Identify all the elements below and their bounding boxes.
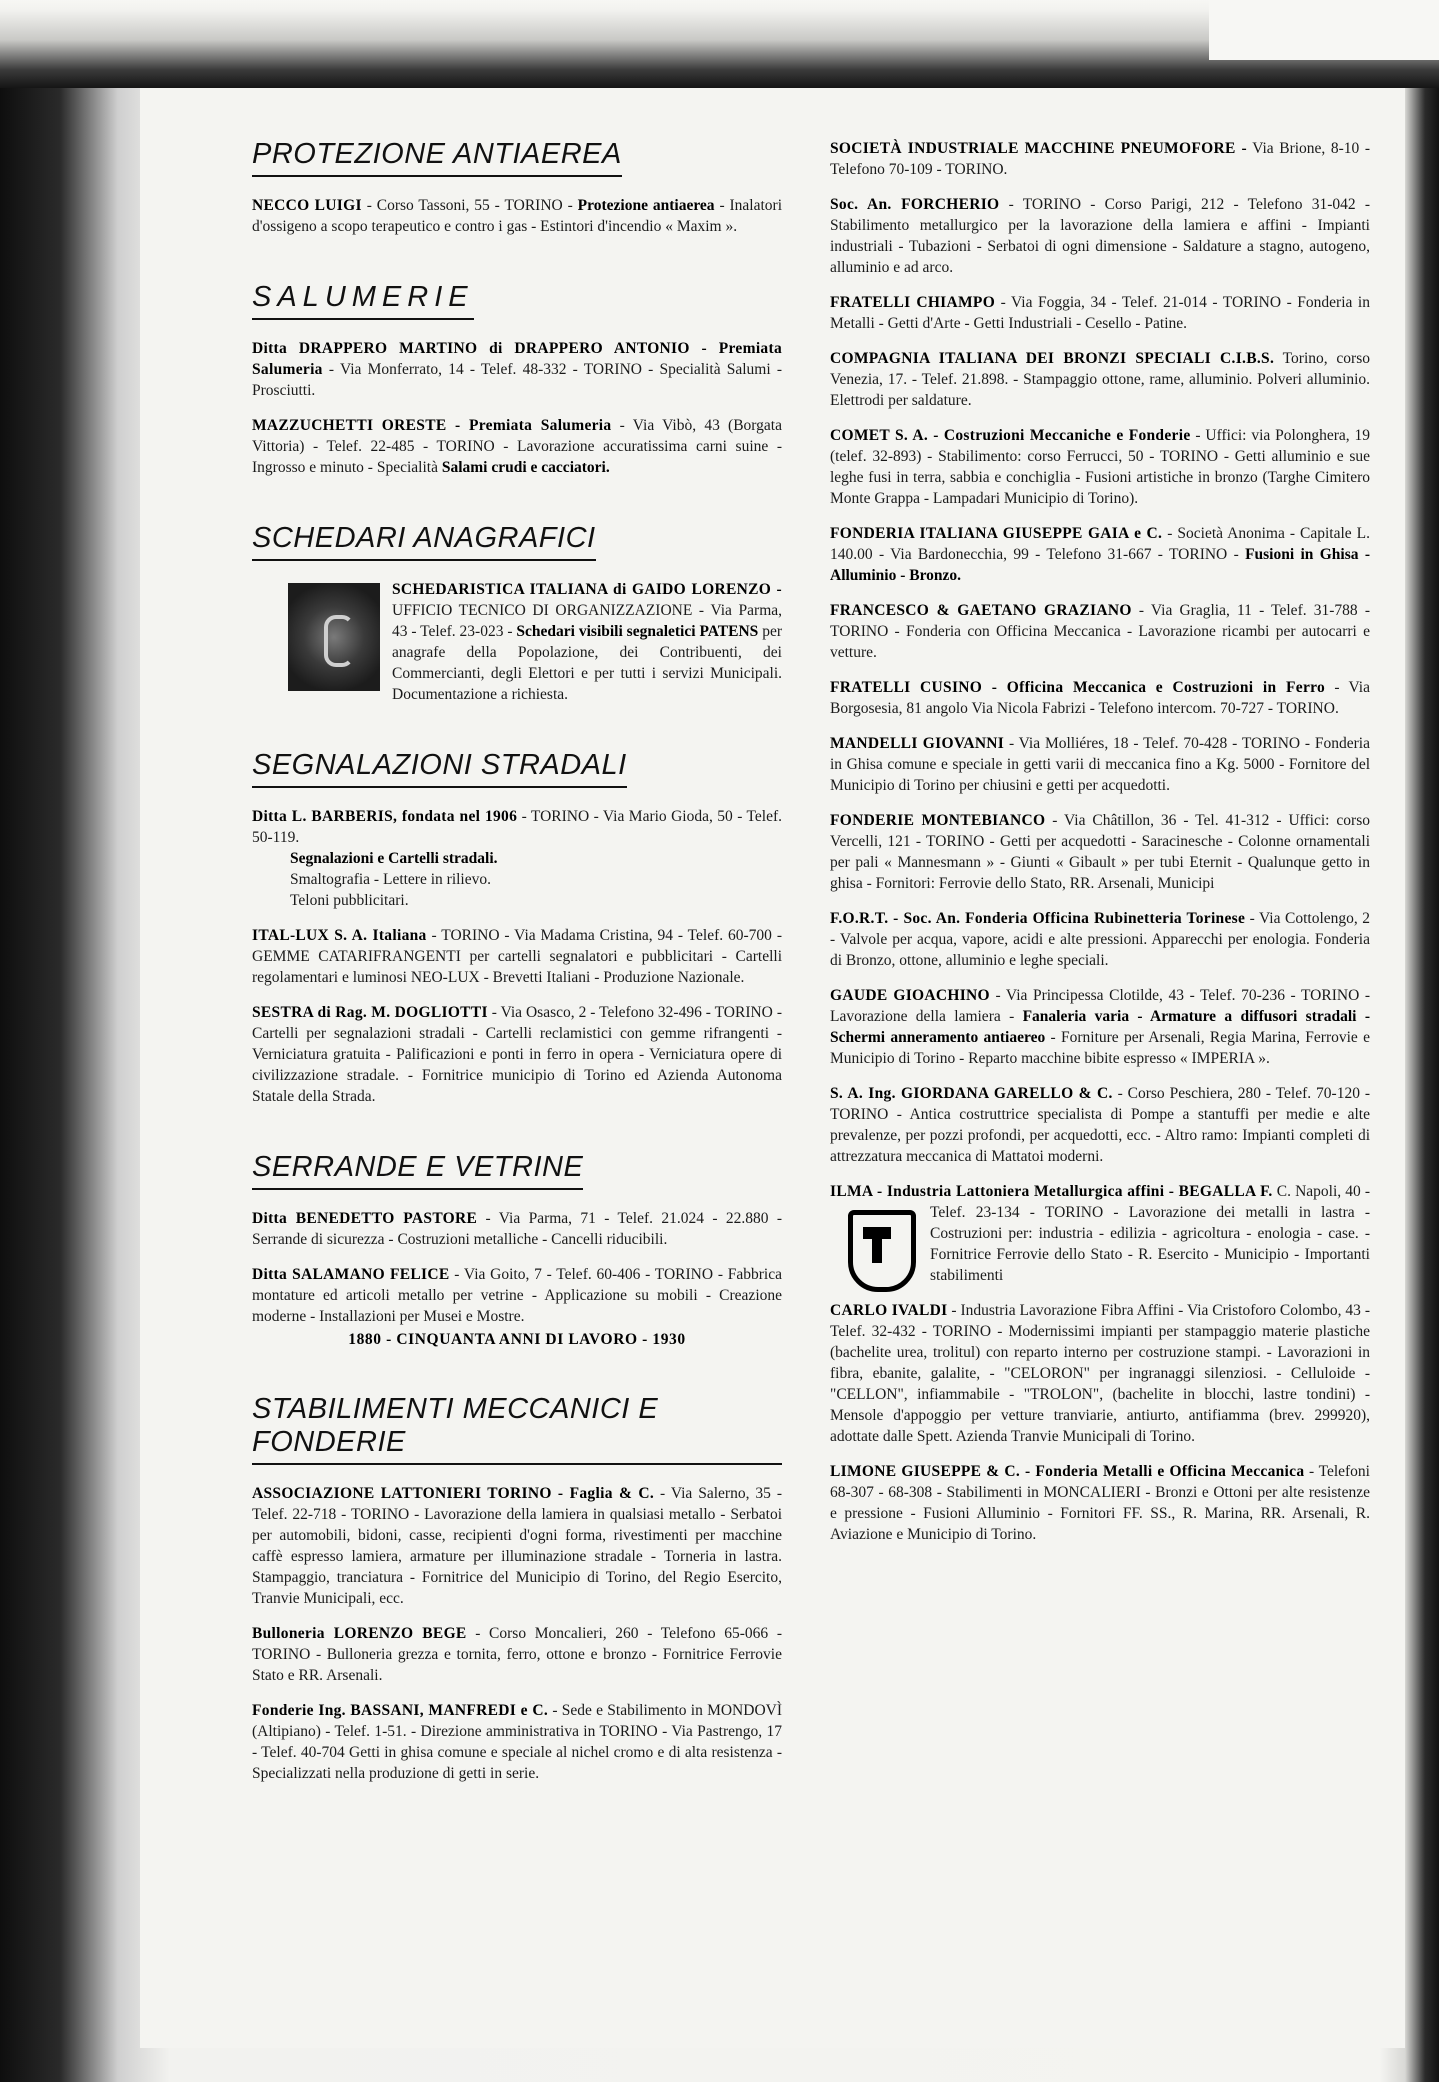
- listing-details: - Industria Lavorazione Fibra Affini - Via Cristoforo Colombo, 43 - Telef. 32-432 - TORINO - Modernissimi impianti per stampaggio materie plastiche (bachelite urea, trolitul) con reparto interno per costruzione stampi. - Lavorazioni in fibra, ebanite, galalite, - "CELORON" per ingranaggi silenziosi. - Celluloide - "CELLON", infiammabile - "TROLON", (bachelite in blocchi, lastre tondini) - Mensole d'appoggio per vetture tranviarie, antiurto, antifiamma (brev. 299920), adottate dalle Spett. Azienda Tranvie Municipali di Torino.: [830, 1302, 1371, 1445]
- listing-details: - Via Parma, 71 - Telef. 21.024 - 22.880 - Serrande di sicurezza - Costruzioni metalliche - Cancelli riducibili.: [252, 1210, 782, 1248]
- listing-details: - Via Vibò, 43 (Borgata Vittoria) - Telef. 22-485 - TORINO - Lavorazione accuratissima carni suine - Ingrosso e minuto - Specialità: [252, 417, 782, 476]
- listing-details: - TORINO - Corso Parigi, 212 - Telefono 31-042 - Stabilimento metallurgico per la lavorazione della lamiera e affini - Impianti industriali - Tubazioni - Serbatoi di ogni dimensione - Saldature a stagno, autogeno, alluminio e ad arco.: [830, 196, 1370, 276]
- company-name: MAZZUCHETTI ORESTE - Premiata Salumeria: [252, 417, 612, 434]
- listing-entry: [252, 338, 782, 401]
- company-name: SESTRA di Rag. M. DOGLIOTTI: [252, 1004, 488, 1021]
- section-salumerie: [252, 281, 782, 478]
- schedari-logo-image: [288, 583, 380, 691]
- section-serrande-vetrine: [252, 1151, 782, 1349]
- listing-details: - Società Anonima - Capitale L. 140.00 - Via Bardonecchia, 99 - Telefono 31-667 - TORINO -: [830, 525, 1370, 563]
- ilma-shield-logo: [848, 1210, 916, 1292]
- section-title: STABILIMENTI MECCANICI E FONDERIE: [252, 1393, 782, 1465]
- listing-entry: [830, 194, 1370, 278]
- section-title: SCHEDARI ANAGRAFICI: [252, 522, 596, 561]
- company-name: GAUDE GIOACHINO: [830, 987, 990, 1004]
- company-name: FRANCESCO & GAETANO GRAZIANO: [830, 602, 1132, 619]
- listing-details: - Corso Moncalieri, 260 - Telefono 65-066 - TORINO - Bulloneria grezza e tornita, ferro, ottone e bronzo - Fornitrice Ferrovie Stato e RR. Arsenali.: [252, 1625, 783, 1684]
- listing-entry: [252, 1264, 782, 1327]
- listing-details: - Via Molliéres, 18 - Telef. 70-428 - TORINO - Fonderia in Ghisa comune e speciale in getti varii di meccanica fino a Kg. 5000 - Fornitore del Municipio di Torino per chiusini e getti per acquedotti.: [830, 735, 1370, 794]
- listing-entry: [830, 1083, 1370, 1167]
- listing-entry: [252, 579, 782, 705]
- listing-details: - Via Graglia, 11 - Telef. 31-788 - TORINO - Fonderia con Officina Meccanica - Lavorazione ricambi per autocarri e vetture.: [830, 602, 1370, 661]
- listing-details: - Sede e Stabilimento in MONDOVÌ (Altipiano) - Telef. 1-51. - Direzione amministrativa in TORINO - Via Pastrengo, 17 - Telef. 40-704 Getti in ghisa comune e speciale al nichel cromo e di alta resistenza - Specializzati nella produzione di getti in serie.: [252, 1702, 782, 1782]
- listing-entry: [252, 1002, 782, 1107]
- listing-entry: [830, 1461, 1370, 1545]
- company-name: FONDERIE MONTEBIANCO: [830, 812, 1046, 829]
- listing-details: - Via Monferrato, 14 - Telef. 48-332 - TORINO - Specialità Salumi - Prosciutti.: [252, 361, 782, 399]
- company-name: MANDELLI GIOVANNI: [830, 735, 1005, 752]
- listing-details: per anagrafe della Popolazione, dei Contribuenti, dei Commercianti, degli Elettori e per tutti i servizi Municipali. Documentazione a richiesta.: [392, 623, 782, 703]
- listing-details: - Forniture per Arsenali, Regia Marina, Ferrovie e Municipio di Torino - Reparto macchine bibite espresso « IMPERIA ».: [830, 1029, 1370, 1067]
- company-name: ASSOCIAZIONE LATTONIERI TORINO - Faglia & C.: [252, 1485, 655, 1502]
- listing-highlight: Fanaleria varia - Armature a diffusori stradali - Schermi anneramento antiaereo: [830, 1008, 1370, 1046]
- listing-highlight: Fusioni in Ghisa - Alluminio - Bronzo.: [830, 546, 1370, 584]
- listing-details: - Via Borgosesia, 81 angolo Via Nicola Fabrizi - Telefono intercom. 70-727 - TORINO.: [830, 679, 1370, 717]
- listing-entry: [830, 733, 1370, 796]
- company-name: ILMA - Industria Lattoniera Metallurgica affini - BEGALLA F.: [830, 1183, 1273, 1200]
- listing-entry: [830, 425, 1370, 509]
- listing-details: UFFICIO TECNICO DI ORGANIZZAZIONE - Via Parma, 43 - Telef. 23-023 -: [392, 602, 782, 640]
- listing-entry: [252, 195, 782, 237]
- listing-highlight: Salami crudi e cacciatori.: [441, 459, 610, 476]
- listing-line: Smaltografia - Lettere in rilievo.: [290, 871, 491, 888]
- listing-entry: [830, 138, 1370, 180]
- company-name: Fonderie Ing. BASSANI, MANFREDI e C.: [252, 1702, 549, 1719]
- section-title: SALUMERIE: [252, 281, 474, 320]
- listing-details: - Via Osasco, 2 - Telefono 32-496 - TORINO - Cartelli per segnalazioni stradali - Cartelli reclamistici con gemme rifrangenti - Verniciatura gratuita - Palificazioni e ponti in ferro in opera - Verniciatura opere di civilizzazione stradale. - Fornitrice municipio di Torino ed Azienda Autonoma Statale della Strada.: [252, 1004, 782, 1105]
- listing-details: - Via Cottolengo, 2 - Valvole per acqua, vapore, acidi e alte pressioni. Apparecchi per enologia. Fonderia di Bronzo, ottone, alluminio e leghe speciali.: [830, 910, 1371, 969]
- listing-details: - Corso Peschiera, 280 - Telef. 70-120 - TORINO - Antica costruttrice specialista di Pompe a stantuffi per medie e alte prevalenze, per pozzi profondi, per acquedotti, ecc. - Altro ramo: Impianti completi di attrezzatura meccanica di Mattatoi moderni.: [830, 1085, 1370, 1165]
- listing-highlight: Schedari visibili segnaletici PATENS: [516, 623, 759, 640]
- listing-details: - TORINO - Via Mario Gioda, 50 - Telef. 50-119.: [252, 808, 782, 846]
- listing-entry: [830, 523, 1370, 586]
- listing-entry: [830, 292, 1370, 334]
- listing-entry: [830, 810, 1370, 894]
- listing-entry: [252, 806, 782, 911]
- left-column: [252, 138, 782, 1828]
- company-name: Bulloneria LORENZO BEGE: [252, 1625, 467, 1642]
- company-name: Ditta BENEDETTO PASTORE: [252, 1210, 478, 1227]
- listing-details: - Uffici: via Polonghera, 19 (telef. 32-893) - Stabilimento: corso Ferrucci, 50 - TORINO - Getti alluminio e sue leghe fusi in terra, sabbia e conchiglia - Fusioni artistiche in bronzo (Targhe Cimitero Monte Grappa - Lampadari Municipio di Torino).: [830, 427, 1370, 507]
- listing-entry: [252, 1483, 782, 1609]
- right-column: [830, 138, 1370, 1559]
- section-stabilimenti-meccanici: [252, 1393, 782, 1784]
- listing-details: - Via Principessa Clotilde, 43 - Telef. 70-236 - TORINO - Lavorazione della lamiera -: [830, 987, 1370, 1025]
- company-name: F.O.R.T. - Soc. An. Fonderia Officina Rubinetteria Torinese: [830, 910, 1246, 927]
- section-title: SEGNALAZIONI STRADALI: [252, 749, 627, 788]
- company-name: ITAL-LUX S. A. Italiana: [252, 927, 427, 944]
- listing-highlight: Protezione antiaerea: [577, 197, 715, 214]
- company-name: Ditta DRAPPERO MARTINO di DRAPPERO ANTONIO - Premiata Salumeria: [252, 340, 782, 378]
- company-name: LIMONE GIUSEPPE & C. - Fonderia Metalli e Officina Meccanica: [830, 1463, 1305, 1480]
- company-name: SOCIETÀ INDUSTRIALE MACCHINE PNEUMOFORE -: [830, 140, 1247, 157]
- listing-details: - Telefoni 68-307 - 68-308 - Stabilimenti in MONCALIERI - Bronzi e Ottoni per alte resistenze e pressione - Fusioni Alluminio - Fornitori FF. SS., R. Marina, RR. Arsenali, R. Aviazione e Municipio di Torino.: [830, 1463, 1370, 1543]
- section-segnalazioni-stradali: [252, 749, 782, 1107]
- anniversary-banner: 1880 - CINQUANTA ANNI DI LAVORO - 1930: [348, 1331, 686, 1348]
- listing-details: - Corso Tassoni, 55 - TORINO -: [361, 197, 578, 214]
- listing-entry: [252, 415, 782, 478]
- listing-details: - Inalatori d'ossigeno a scopo terapeutico e contro i gas - Estintori d'incendio « Maxim ».: [252, 197, 782, 235]
- logo-mark-icon: [324, 615, 354, 667]
- listing-entry: [252, 1700, 782, 1784]
- company-name: Ditta SALAMANO FELICE: [252, 1266, 450, 1283]
- company-name: Soc. An. FORCHERIO: [830, 196, 1000, 213]
- listing-details: Via Brione, 8-10 - Telefono 70-109 - TORINO.: [830, 140, 1370, 178]
- listing-line: Segnalazioni e Cartelli stradali.: [290, 850, 498, 867]
- company-name: COMET S. A. - Costruzioni Meccaniche e Fonderie: [830, 427, 1191, 444]
- listing-details: - Via Foggia, 34 - Telef. 21-014 - TORINO - Fonderia in Metalli - Getti d'Arte - Getti Industriali - Cesello - Patine.: [830, 294, 1370, 332]
- shield-stem-icon: [872, 1239, 882, 1263]
- listing-entry: [252, 925, 782, 988]
- section-title: PROTEZIONE ANTIAEREA: [252, 138, 622, 177]
- listing-entry: [830, 1181, 1370, 1286]
- company-name: NECCO LUIGI: [252, 197, 362, 214]
- listing-details: Torino, corso Venezia, 17. - Telef. 21.898. - Stampaggio ottone, rame, alluminio. Polveri alluminio. Elettrodi per saldature.: [830, 350, 1370, 409]
- company-name: SCHEDARISTICA ITALIANA di GAIDO LORENZO -: [392, 581, 782, 598]
- listing-entry: [830, 348, 1370, 411]
- scan-top-notch: [1209, 0, 1439, 60]
- listing-entry: [830, 677, 1370, 719]
- company-name: FRATELLI CHIAMPO: [830, 294, 996, 311]
- section-title: SERRANDE E VETRINE: [252, 1151, 583, 1190]
- section-schedari-anagrafici: [252, 522, 782, 705]
- shield-mark-icon: [863, 1227, 891, 1239]
- listing-entry: [252, 1623, 782, 1686]
- listing-entry: [830, 908, 1370, 971]
- section-protezione-antiaerea: [252, 138, 782, 237]
- company-name: Ditta L. BARBERIS, fondata nel 1906: [252, 808, 518, 825]
- listing-entry: [830, 600, 1370, 663]
- listing-details: - Via Châtillon, 36 - Tel. 41-312 - Uffici: corso Vercelli, 121 - TORINO - Getti per acquedotti - Saracinesche - Colonne ornamentali per pali « Mannesmann » - Giunti « Gibault » per tubi Eternit - Qualunque getto in ghisa - Fornitori: Ferrovie dello Stato, RR. Arsenali, Municipi: [830, 812, 1370, 892]
- directory-page: [140, 88, 1405, 2048]
- listing-entry: [252, 1208, 782, 1250]
- company-name: CARLO IVALDI: [830, 1302, 948, 1319]
- listing-line: Teloni pubblicitari.: [290, 892, 409, 909]
- company-name: FONDERIA ITALIANA GIUSEPPE GAIA e C.: [830, 525, 1163, 542]
- listing-entry: [830, 1300, 1370, 1447]
- listing-details: - Via Goito, 7 - Telef. 60-406 - TORINO - Fabbrica montature ed articoli metallo per vetrine - Applicazione su mobili - Creazione moderne - Installazioni per Musei e Mostre.: [252, 1266, 782, 1325]
- listing-details: - TORINO - Via Madama Cristina, 94 - Telef. 60-700 - GEMME CATARIFRANGENTI per cartelli segnalatori e pubblicitari - Cartelli regolamentari e luminosi NEO-LUX - Brevetti Italiani - Produzione Nazionale.: [252, 927, 782, 986]
- company-name: FRATELLI CUSINO - Officina Meccanica e Costruzioni in Ferro: [830, 679, 1326, 696]
- company-name: COMPAGNIA ITALIANA DEI BRONZI SPECIALI C.I.B.S.: [830, 350, 1275, 367]
- listing-entry: [830, 985, 1370, 1069]
- company-name: S. A. Ing. GIORDANA GARELLO & C.: [830, 1085, 1113, 1102]
- listing-details: C. Napoli, 40 - Telef. 23-134 - TORINO - Lavorazione dei metalli in lastra - Costruzioni per: industria - edilizia - agricoltura - enologia - case. - Fornitrice Ferrovie dello Stato - R. Esercito - Municipio - Importanti stabilimenti: [930, 1183, 1371, 1284]
- listing-details: - Via Salerno, 35 - Telef. 22-718 - TORINO - Lavorazione della lamiera in qualsiasi metallo - Serbatoi per automobili, bidoni, casse, recipienti d'ogni forma, rivestimenti per macchine caffè espresso lamiera, armature per illuminazione stradale - Torneria in lastra. Stampaggio, tranciatura - Fornitrice del Municipio di Torino, del Regio Esercito, Tranvie Municipali, ecc.: [252, 1485, 782, 1607]
